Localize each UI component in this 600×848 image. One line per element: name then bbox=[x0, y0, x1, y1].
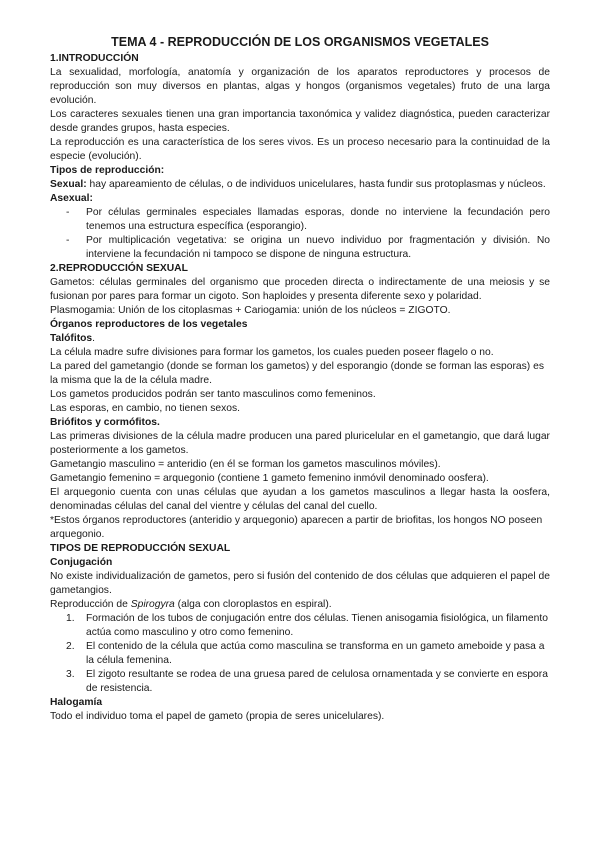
section-heading-sexual: 2.REPRODUCCIÓN SEXUAL bbox=[50, 263, 188, 274]
paragraph: La sexualidad, morfología, anatomía y organización de los aparatos reproductores y procesos de reproducción son muy diversos en plantas, algas y hongos (organismos vegetales) fruto de una larga evolución. bbox=[50, 67, 550, 106]
paragraph: Gametos: células germinales del organismo que proceden directa o indirectamente de una meiosis y se fusionan por pares para formar un cigoto. Son haploides y presenta diferente sexo y polaridad. bbox=[50, 277, 550, 302]
subheading-conjugacion: Conjugación bbox=[50, 557, 113, 568]
paragraph: Plasmogamia: Unión de los citoplasmas + Cariogamia: unión de los núcleos = ZIGOTO. bbox=[50, 305, 451, 316]
section-heading-types: TIPOS DE REPRODUCCIÓN SEXUAL bbox=[50, 543, 231, 554]
subheading-types: Tipos de reproducción: bbox=[50, 165, 165, 176]
paragraph: La pared del gametangio (donde se forman los gametos) y del esporangio (donde se forman las esporas) es la misma que la de la célula madre. bbox=[50, 361, 544, 386]
step-text: El contenido de la célula que actúa como masculina se transforma en un gameto ameboide y pasa a la célula femenina. bbox=[86, 641, 545, 666]
sexual-label: Sexual: bbox=[50, 179, 87, 190]
paragraph-spirogyra bbox=[50, 598, 550, 612]
talofitos-heading: Talófitos bbox=[50, 333, 93, 344]
step-number: 2. bbox=[66, 641, 75, 652]
paragraph: La célula madre sufre divisiones para formar los gametos, los cuales pueden poseer flagelo o no. bbox=[50, 347, 494, 358]
subheading-halogamia: Halogamía bbox=[50, 697, 103, 708]
list-item: - Por multiplicación vegetativa: se origina un nuevo individuo por fragmentación y división. No interviene la fecundación ni tampoco se dispone de ninguna estructura. bbox=[66, 234, 550, 262]
paragraph: Los gametos producidos podrán ser tanto masculinos como femeninos. bbox=[50, 389, 376, 400]
step-number: 1. bbox=[66, 613, 75, 624]
paragraph: Gametangio femenino = arquegonio (contiene 1 gameto femenino inmóvil denominado oosfera). bbox=[50, 473, 489, 484]
asexual-label: Asexual: bbox=[50, 193, 93, 204]
species-name: Spirogyra bbox=[130, 599, 175, 610]
step-text: El zigoto resultante se rodea de una gruesa pared de celulosa ornamentada y se convierte en espora de resistencia. bbox=[86, 669, 548, 694]
list-item bbox=[66, 640, 550, 668]
step-number: 3. bbox=[66, 669, 75, 680]
list-item bbox=[66, 612, 550, 640]
paragraph: Todo el individuo toma el papel de gameto (propia de seres unicelulares). bbox=[50, 711, 385, 722]
paragraph: Gametangio masculino = anteridio (en él se forman los gametos masculinos móviles). bbox=[50, 459, 441, 470]
subheading-organs: Órganos reproductores de los vegetales bbox=[50, 319, 248, 330]
list-item: - Por células germinales especiales llamadas esporas, donde no interviene la fecundación pero tenemos una estructura específica (esporangio). bbox=[66, 206, 550, 234]
text-pre: Reproducción de bbox=[50, 599, 131, 610]
paragraph: Las esporas, en cambio, no tienen sexos. bbox=[50, 403, 241, 414]
talofitos-heading-line bbox=[50, 332, 550, 346]
paragraph-note: *Estos órganos reproductores (anteridio y arquegonio) aparecen a partir de briofitas, los hongos NO poseen arquegonio. bbox=[50, 515, 543, 540]
text-post: (alga con cloroplastos en espiral). bbox=[174, 599, 332, 610]
paragraph: Las primeras divisiones de la célula madre producen una pared pluricelular en el gametangio, que dará lugar posteriormente a los gametos. bbox=[50, 431, 550, 456]
talofitos-period: . bbox=[92, 333, 96, 344]
paragraph: No existe individualización de gametos, pero si fusión del contenido de dos células que adquieren el papel de gametangios. bbox=[50, 571, 550, 596]
subheading-briofitos: Briófitos y cormófitos. bbox=[50, 417, 160, 428]
sexual-text: hay apareamiento de células, o de individuos unicelulares, hasta fundir sus protoplasmas y núcleos. bbox=[86, 179, 546, 190]
asexual-list bbox=[50, 206, 550, 262]
list-item bbox=[66, 668, 550, 696]
paragraph-sexual bbox=[50, 178, 550, 192]
paragraph: Los caracteres sexuales tienen una gran importancia taxonómica y validez diagnóstica, pueden caracterizar desde grandes grupos, hasta especies. bbox=[50, 109, 550, 134]
conjugation-steps bbox=[50, 612, 550, 696]
section-heading-intro: 1.INTRODUCCIÓN bbox=[50, 53, 139, 64]
paragraph: La reproducción es una característica de los seres vivos. Es un proceso necesario para la continuidad de la especie (evolución). bbox=[50, 137, 550, 162]
page-title: TEMA 4 - REPRODUCCIÓN DE LOS ORGANISMOS VEGETALES bbox=[111, 35, 489, 49]
step-text: Formación de los tubos de conjugación entre dos células. Tienen anisogamia fisiológica, un filamento actúa como masculino y otro como femenino. bbox=[86, 613, 548, 638]
paragraph: El arquegonio cuenta con unas células que ayudan a los gametos masculinos a llegar hasta la oosfera, denominadas células del canal del vientre y células del canal del cuello. bbox=[50, 487, 550, 512]
